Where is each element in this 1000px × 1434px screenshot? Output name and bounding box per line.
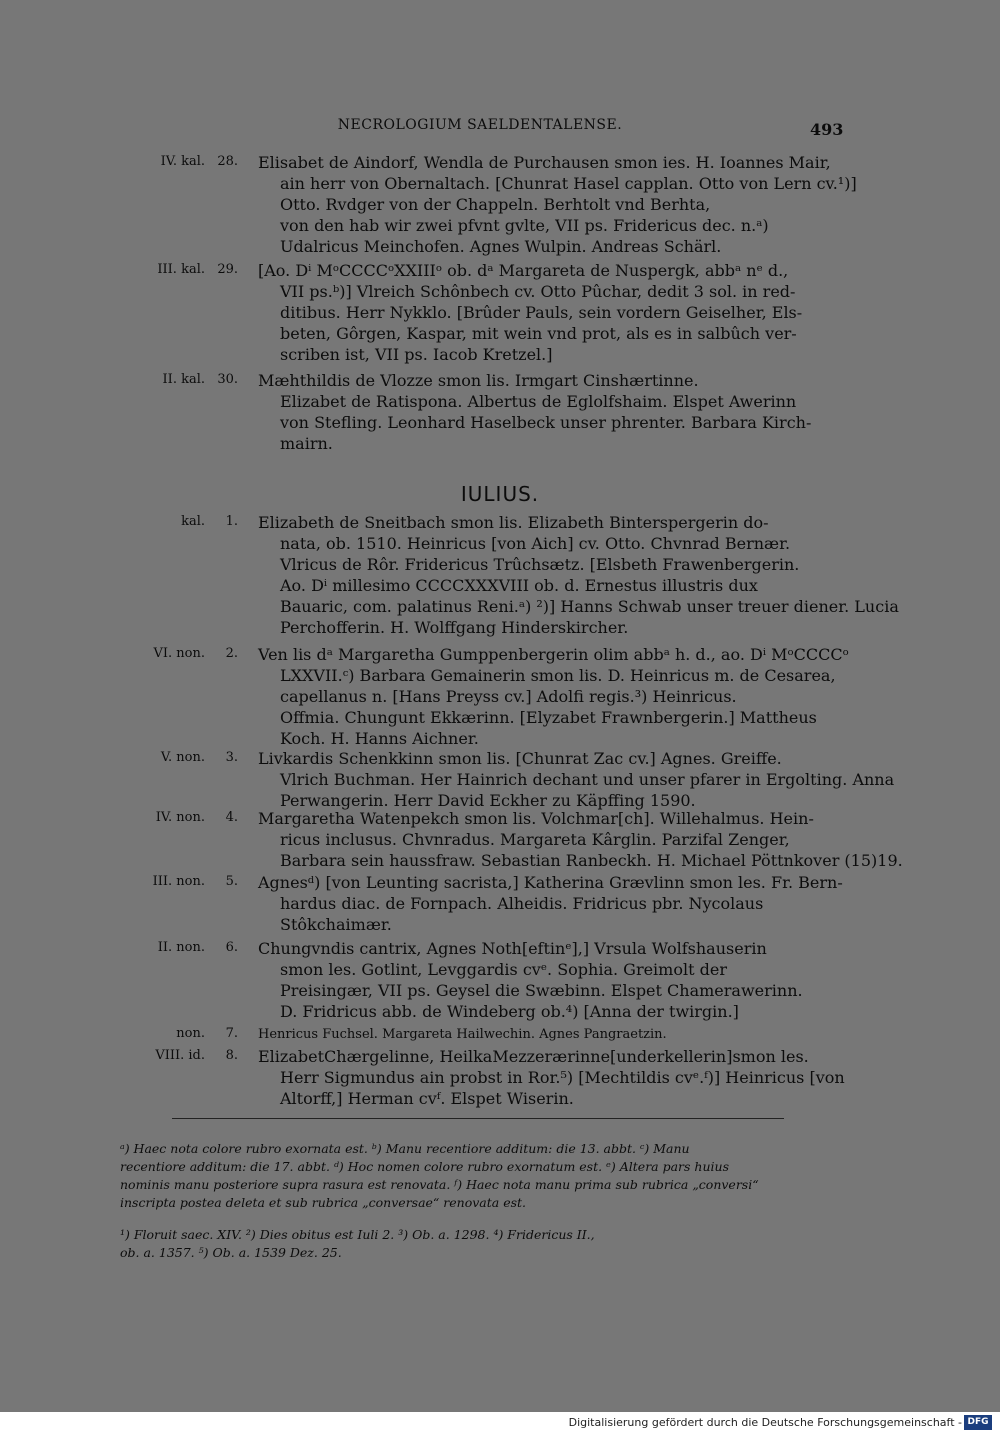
entry-line: ricus inclusus. Chvnradus. Margareta Kârglin. Parzifal Zenger, xyxy=(280,830,790,849)
entry-line: Henricus Fuchsel. Margareta Hailwechin. Agnes Pangraetzin. xyxy=(258,1027,667,1042)
entry-number: 2. xyxy=(225,646,238,661)
entry-date: III. kal. xyxy=(157,262,205,277)
entry-text xyxy=(258,644,849,749)
entry-line: Udalricus Meinchofen. Agnes Wulpin. Andreas Schärl. xyxy=(280,237,722,256)
entry-date: IV. kal. xyxy=(160,154,205,169)
entry-number: 4. xyxy=(225,810,238,825)
entry-text xyxy=(258,872,843,935)
entry-line: scriben ist, VII ps. Iacob Kretzel.] xyxy=(280,345,553,364)
entry-text xyxy=(258,512,899,638)
entry-number: 30. xyxy=(217,372,238,387)
entry-line: ditibus. Herr Nykklo. [Brûder Pauls, sein vordern Geiselher, Els- xyxy=(280,303,803,322)
page-number: 493 xyxy=(810,120,844,139)
entry-text xyxy=(258,370,838,454)
running-head: NECROLOGIUM SAELDENTALENSE. xyxy=(337,117,623,133)
entry-line: smon les. Gotlint, Levggardis cvᵉ. Sophia. Greimolt der xyxy=(280,960,727,979)
digitization-credit: Digitalisierung gefördert durch die Deutsche Forschungsgemeinschaft - xyxy=(568,1416,962,1429)
entry-number: 29. xyxy=(217,262,238,277)
entry-line: Elizabet de Ratispona. Albertus de Eglolfshaim. Elspet Awerinn xyxy=(280,392,797,411)
entry-number: 8. xyxy=(225,1048,238,1063)
entry-number: 28. xyxy=(217,154,238,169)
entry-line: [Ao. Dⁱ MᵒCCCCᵒXXIIIᵒ ob. dᵃ Margareta de Nuspergk, abbᵃ nᵉ d., xyxy=(258,261,789,280)
entry-line: Vlrich Buchman. Her Hainrich dechant und unser pfarer in Ergolting. Anna xyxy=(280,770,895,789)
entry-line: nata, ob. 1510. Heinricus [von Aich] cv. Otto. Chvnrad Bernær. xyxy=(280,534,791,553)
entry-number: 1. xyxy=(225,514,238,529)
entry-line: Stôkchaimær. xyxy=(280,915,392,934)
entry-text xyxy=(258,938,838,1022)
entry-text xyxy=(258,808,903,871)
entry-date: II. non. xyxy=(157,940,205,955)
entry-text xyxy=(258,152,857,257)
entry-line: Elizabeth de Sneitbach smon lis. Elizabeth Binterspergerin do- xyxy=(258,513,769,532)
footnote-line: nominis manu posteriore supra rasura est renovata. ᶠ) Haec nota manu prima sub rubrica „conversi“ xyxy=(120,1177,759,1192)
entry-line: ain herr von Obernaltach. [Chunrat Hasel capplan. Otto von Lern cv.¹)] xyxy=(280,174,857,193)
entry-text xyxy=(258,748,895,811)
entry-line: capellanus n. [Hans Preyss cv.] Adolfi regis.³) Heinricus. xyxy=(280,687,737,706)
entry-line: Livkardis Schenkkinn smon lis. [Chunrat Zac cv.] Agnes. Greiffe. xyxy=(258,749,782,768)
entry-line: Chungvndis cantrix, Agnes Noth[eftinᵉ],] Vrsula Wolfshauserin xyxy=(258,939,767,958)
entry-line: LXXVII.ᶜ) Barbara Gemainerin smon lis. D. Heinricus m. de Cesarea, xyxy=(280,666,836,685)
entry-date: II. kal. xyxy=(162,372,205,387)
entry-line: hardus diac. de Fornpach. Alheidis. Fridricus pbr. Nycolaus xyxy=(280,894,764,913)
footnote-line: ¹) Floruit saec. XIV. ²) Dies obitus est Iuli 2. ³) Ob. a. 1298. ⁴) Fridericus II., xyxy=(120,1227,595,1242)
entry-line: Vlricus de Rôr. Fridericus Trûchsætz. [Elsbeth Frawenbergerin. xyxy=(280,555,800,574)
entry-line: von den hab wir zwei pfvnt gvlte, VII ps. Fridericus dec. n.ᵃ) xyxy=(280,216,769,235)
footnote-line: recentiore additum: die 17. abbt. ᵈ) Hoc nomen colore rubro exornatum est. ᵉ) Altera pars huius xyxy=(120,1159,729,1174)
entry-line: Ven lis dᵃ Margaretha Gumppenbergerin olim abbᵃ h. d., ao. Dⁱ MᵒCCCCᵒ xyxy=(258,645,849,664)
footer-bar xyxy=(0,1412,1000,1434)
entry-number: 5. xyxy=(225,874,238,889)
entry-line: ElizabetChærgelinne, HeilkaMezzerærinne[underkellerin]smon les. xyxy=(258,1047,809,1066)
entry-line: Offmia. Chungunt Ekkærinn. [Elyzabet Frawnbergerin.] Mattheus xyxy=(280,708,817,727)
entry-text xyxy=(258,1024,838,1045)
entry-line: Elisabet de Aindorf, Wendla de Purchausen smon ies. H. Ioannes Mair, xyxy=(258,153,831,172)
entry-date: non. xyxy=(176,1026,205,1041)
entry-line: Barbara sein haussfraw. Sebastian Ranbeckh. H. Michael Pöttnkover (15)19. xyxy=(280,851,903,870)
entry-line: Preisingær, VII ps. Geysel die Swæbinn. Elspet Chamerawerinn. xyxy=(280,981,803,1000)
section-heading: IULIUS. xyxy=(460,482,540,506)
entry-line: beten, Gôrgen, Kaspar, mit wein vnd prot, als es in salbûch ver- xyxy=(280,324,797,343)
entry-line: Bauaric, com. palatinus Reni.ᵃ) ²)] Hanns Schwab unser treuer diener. Lucia xyxy=(280,597,899,616)
entry-date: V. non. xyxy=(160,750,205,765)
footnote-line: ᵃ) Haec nota colore rubro exornata est. ᵇ) Manu recentiore additum: die 13. abbt. ᶜ) Manu xyxy=(120,1141,690,1156)
entry-line: Altorff,] Herman cvᶠ. Elspet Wiserin. xyxy=(280,1089,574,1108)
footnote-rule xyxy=(172,1118,784,1119)
entry-number: 6. xyxy=(225,940,238,955)
entry-text xyxy=(258,260,838,365)
entry-line: mairn. xyxy=(280,434,333,453)
entry-line: Perwangerin. Herr David Eckher zu Käpffing 1590. xyxy=(280,791,696,810)
footnotes-numbers xyxy=(120,1226,838,1262)
footnote-line: ob. a. 1357. ⁵) Ob. a. 1539 Dez. 25. xyxy=(120,1245,342,1260)
entry-date: VI. non. xyxy=(153,646,205,661)
entry-line: Agnesᵈ) [von Leunting sacrista,] Katherina Grævlinn smon les. Fr. Bern- xyxy=(258,873,843,892)
entry-date: kal. xyxy=(181,514,205,529)
entry-line: Ao. Dⁱ millesimo CCCCXXXVIII ob. d. Ernestus illustris dux xyxy=(280,576,758,595)
entry-line: Koch. H. Hanns Aichner. xyxy=(280,729,479,748)
entry-line: Perchofferin. H. Wolffgang Hinderskircher. xyxy=(280,618,629,637)
entry-line: von Stefling. Leonhard Haselbeck unser phrenter. Barbara Kirch- xyxy=(280,413,812,432)
entry-date: IV. non. xyxy=(155,810,205,825)
entry-line: Margaretha Watenpekch smon lis. Volchmar[ch]. Willehalmus. Hein- xyxy=(258,809,814,828)
entry-number: 7. xyxy=(225,1026,238,1041)
entry-date: III. non. xyxy=(152,874,205,889)
entry-line: D. Fridricus abb. de Windeberg ob.⁴) [Anna der twirgin.] xyxy=(280,1002,739,1021)
entry-line: VII ps.ᵇ)] Vlreich Schônbech cv. Otto Pûchar, dedit 3 sol. in red- xyxy=(280,282,796,301)
dfg-logo[interactable]: DFG xyxy=(964,1415,992,1430)
entry-text xyxy=(258,1046,845,1109)
footnote-line: inscripta postea deleta et sub rubrica „conversae“ renovata est. xyxy=(120,1195,527,1210)
entry-line: Otto. Rvdger von der Chappeln. Berhtolt vnd Berhta, xyxy=(280,195,711,214)
entry-line: Mæhthildis de Vlozze smon lis. Irmgart Cinshærtinne. xyxy=(258,371,699,390)
footnotes-letters xyxy=(120,1140,838,1212)
entry-line: Herr Sigmundus ain probst in Ror.⁵) [Mechtildis cvᵉ.ᶠ)] Heinricus [von xyxy=(280,1068,845,1087)
entry-number: 3. xyxy=(225,750,238,765)
entry-date: VIII. id. xyxy=(155,1048,205,1063)
